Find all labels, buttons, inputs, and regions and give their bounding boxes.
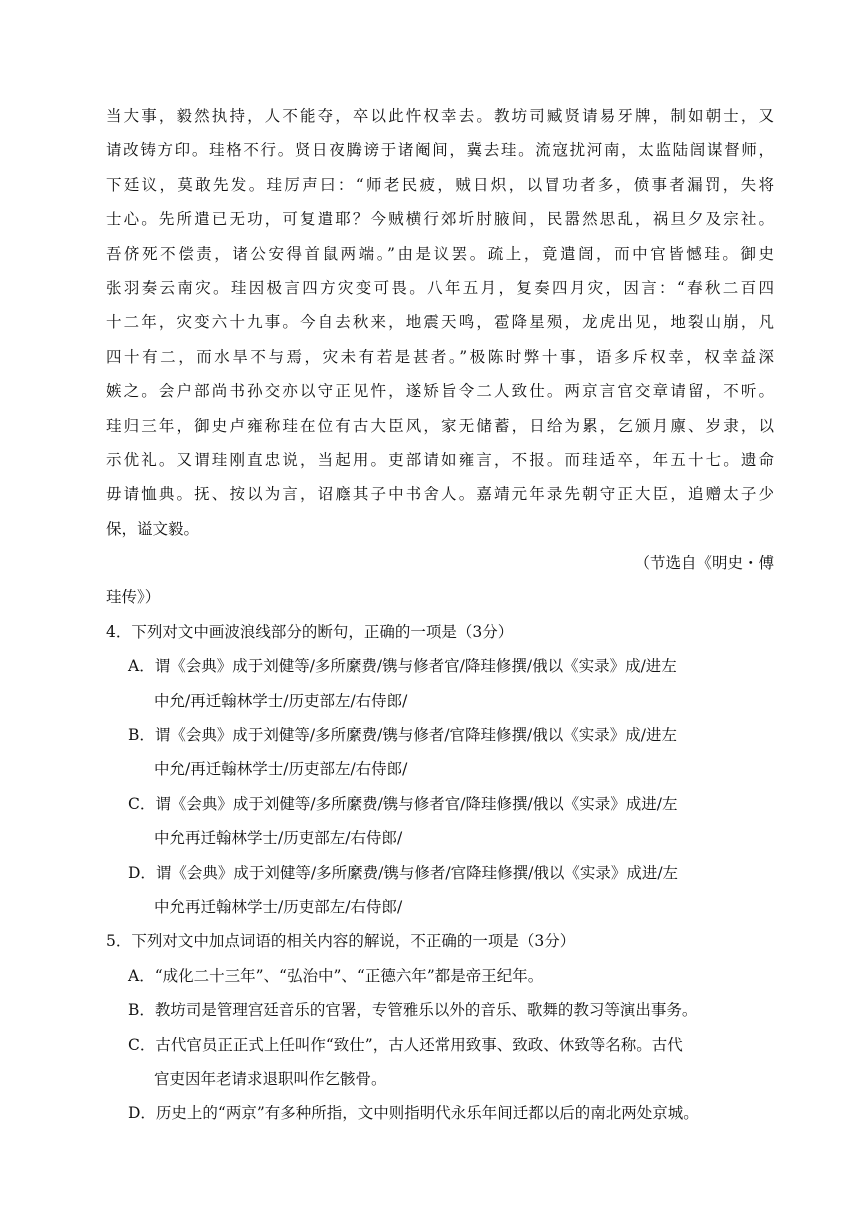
question-stem: 4．下列对文中画波浪线部分的断句，正确的一项是（3分） xyxy=(106,622,514,641)
source-citation-cont: 珪传》） xyxy=(106,588,161,607)
source-citation: （节选自《明史・傅 xyxy=(634,554,774,573)
option-b-cont: 中允/再迁翰林学士/历吏部左/右侍郎/ xyxy=(154,760,408,779)
question-4 xyxy=(106,615,774,925)
option-d: D．谓《会典》成于刘健等/多所縻费/镌与修者/官降珪修撰/俄以《实录》成进/左 xyxy=(128,863,679,882)
option-d: D．历史上的“两京”有多种所指，文中则指明代永乐年间迁都以后的南北两处京城。 xyxy=(128,1104,699,1123)
passage-line: 当大事，毅然执持，人不能夺，卒以此忤权幸去。教坊司臧贤请易牙牌，制如朝士，又 xyxy=(106,107,774,125)
passage-line: 毋请恤典。抚、按以为言，诏廕其子中书舍人。嘉靖元年录先朝守正大臣，追赠太子少 xyxy=(106,485,774,504)
question-stem: 5．下列对文中加点词语的相关内容的解说，不正确的一项是（3分） xyxy=(106,932,576,951)
option-d-cont: 中允再迁翰林学士/历吏部左/右侍郎/ xyxy=(154,897,403,916)
passage-line: 珪归三年，御史卢雍称珪在位有古大臣风，家无储蓄，日给为累，乞颁月廪、岁隶，以 xyxy=(106,416,774,435)
passage-line: 保，谥文毅。 xyxy=(106,519,200,538)
option-a: A．“成化二十三年”、“弘治中”、“正德六年”都是帝王纪年。 xyxy=(128,966,544,985)
option-c-cont: 官吏因年老请求退职叫作乞骸骨。 xyxy=(154,1069,387,1088)
passage-line: 示优礼。又谓珪刚直忠说，当起用。吏部请如雍言，不报。而珪适卒，年五十七。遗命 xyxy=(106,450,774,469)
passage-line: 张羽奏云南灾。珪因极言四方灾变可畏。八年五月，复奏四月灾，因言：“春秋二百四 xyxy=(106,278,774,297)
option-b: B．谓《会典》成于刘健等/多所縻费/镌与修者/官降珪修撰/俄以《实录》成/进左 xyxy=(128,726,678,745)
passage-line: 请改铸方印。珪格不行。贤日夜腾谤于诸阉间，冀去珪。流寇扰河南，太监陆訚谋督师， xyxy=(106,141,774,160)
passage-line: 十二年，灾变六十九事。今自去秋来，地震天鸣，雹降星殒，龙虎出见，地裂山崩，凡 xyxy=(106,313,774,332)
passage-line: 士心。先所遣已无功，可复遣耶？今贼横行郊圻肘腋间，民嚣然思乱，祸旦夕及宗社。 xyxy=(106,210,774,229)
question-5 xyxy=(106,924,774,1130)
option-b: B．教坊司是管理宫廷音乐的官署，专管雅乐以外的音乐、歌舞的教习等演出事务。 xyxy=(128,1001,698,1020)
passage-line: 四十有二，而水旱不与焉，灾未有若是甚者。”极陈时弊十事，语多斥权幸，权幸益深 xyxy=(106,347,774,366)
option-c-cont: 中允再迁翰林学士/历吏部左/右侍郎/ xyxy=(154,829,403,848)
passage-line: 吾侪死不偿责，诸公安得首鼠两端。”由是议罢。疏上，竟遣訚，而中官皆憾珪。御史 xyxy=(106,244,774,263)
option-c: C．古代官员正正式上任叫作“致仕”，古人还常用致事、致政、休致等名称。古代 xyxy=(128,1035,683,1054)
option-a-cont: 中允/再迁翰林学士/历吏部左/右侍郎/ xyxy=(154,691,408,710)
option-c: C．谓《会典》成于刘健等/多所縻费/镌与修者官/降珪修撰/俄以《实录》成进/左 xyxy=(128,794,678,813)
passage-line: 下廷议，莫敢先发。珪厉声曰：“师老民疲，贼日炽，以冒功者多，偾事者漏罚，失将 xyxy=(106,175,774,194)
option-a: A．谓《会典》成于刘健等/多所縻费/镌与修者官/降珪修撰/俄以《实录》成/进左 xyxy=(128,657,677,676)
passage xyxy=(106,99,774,615)
passage-line: 嫉之。会户部尚书孙交亦以守正见忤，遂矫旨令二人致仕。两京言官交章请留，不听。 xyxy=(106,382,774,401)
